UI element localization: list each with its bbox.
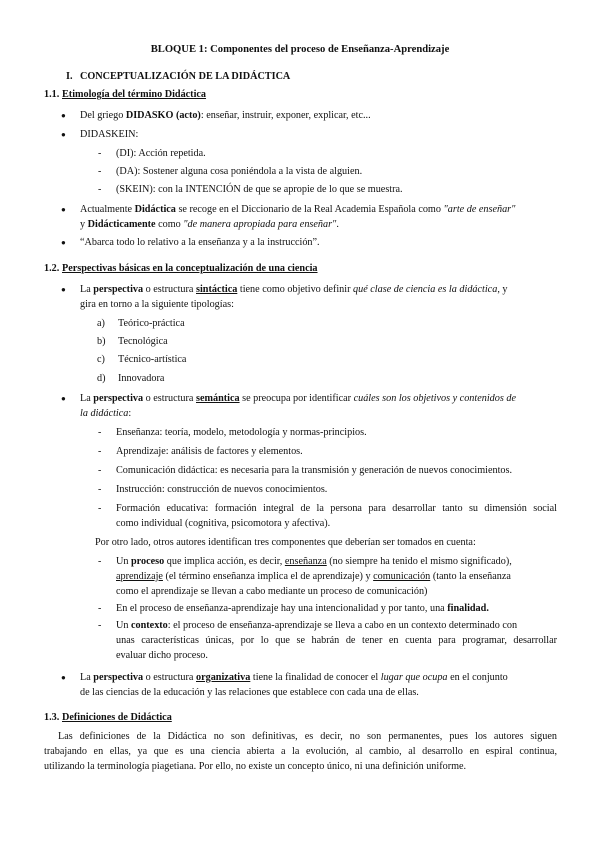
text-run: o estructura xyxy=(143,672,196,683)
paragraph-line xyxy=(80,393,516,405)
paragraph-line xyxy=(80,672,508,684)
subsection-heading: Perspectivas básicas en la conceptualización de una ciencia xyxy=(62,263,318,274)
text-run: , y xyxy=(497,284,508,295)
text-run: lugar que ocupa xyxy=(380,672,448,683)
paragraph-line xyxy=(80,219,339,231)
paragraph-line: trabajando en ellas, ya que es una ciencia abierta a la evolución, al cambio, al desarrollo en espiral continua, xyxy=(44,746,557,757)
list-item xyxy=(116,620,517,632)
dash-icon: - xyxy=(98,427,102,438)
list-item xyxy=(116,556,512,568)
text-run: perspectiva xyxy=(93,284,144,295)
paragraph-line xyxy=(80,204,515,216)
list-item: Innovadora xyxy=(118,373,165,384)
text-run: qué clase de ciencia es la didáctica xyxy=(353,284,498,295)
dash-icon: - xyxy=(98,484,102,495)
text-run: perspectiva xyxy=(93,672,144,683)
list-marker: c) xyxy=(97,354,105,365)
list-item: Enseñanza: teoría, modelo, metodología y normas-principios. xyxy=(116,427,367,438)
text-run: . xyxy=(336,219,339,230)
list-item: como el aprendizaje se llevan a cabo mediante un proceso de comunicación) xyxy=(116,586,428,597)
text-run: comunicación xyxy=(373,571,431,582)
text-run: se recoge en el Diccionario de la Real Academia Española como xyxy=(175,204,444,215)
dash-icon: - xyxy=(98,166,102,177)
text-run: sintáctica xyxy=(196,284,238,295)
text-run: La xyxy=(80,393,94,404)
paragraph-line xyxy=(80,408,131,420)
list-item xyxy=(116,571,511,583)
text-run: y xyxy=(80,219,88,230)
text-run: organizativa xyxy=(196,672,251,683)
paragraph-line: gira en torno a la siguiente tipologías: xyxy=(80,299,234,310)
paragraph-line: Las definiciones de la Didáctica no son definitivas, es decir, no son permanentes, pues los autores siguen xyxy=(58,731,557,742)
subsection-heading: Etimología del término Didáctica xyxy=(62,89,207,100)
bullet-icon: ● xyxy=(61,285,66,294)
list-item: (DA): Sostener alguna cosa poniéndola a la vista de alguien. xyxy=(116,166,363,177)
text-run: : xyxy=(128,408,132,419)
text-run: la didáctica xyxy=(80,408,129,419)
list-item: evaluar dicho proceso. xyxy=(116,650,208,661)
text-run: (no siempre ha tenido el mismo significado), xyxy=(326,556,512,567)
section-number: I. xyxy=(66,71,73,82)
text-run: enseñanza xyxy=(284,556,327,567)
list-item: Formación educativa: formación integral de la persona para desarrollar tanto su dimensión social xyxy=(116,503,557,514)
subsection-number: 1.3. xyxy=(44,712,60,723)
list-item: Aprendizaje: análisis de factores y elementos. xyxy=(116,446,303,457)
text-run: : el proceso de enseñanza-aprendizaje se lleva a cabo en un contexto determinado con xyxy=(167,620,518,631)
text-run: semántica xyxy=(196,393,240,404)
text-run: : enseñar, instruir, exponer, explicar, etc... xyxy=(200,110,371,121)
text-run: Un xyxy=(116,556,131,567)
paragraph-line: de las ciencias de la educación y las relaciones que establece con cada una de ellas. xyxy=(80,687,419,698)
list-item: como individual (cognitiva, psicomotora y afectiva). xyxy=(116,518,331,529)
bullet-icon: ● xyxy=(61,130,66,139)
text-run: "arte de enseñar" xyxy=(443,204,516,215)
text-run: como xyxy=(155,219,184,230)
dash-icon: - xyxy=(98,465,102,476)
text-run: se preocupa por identificar xyxy=(239,393,354,404)
dash-icon: - xyxy=(98,184,102,195)
text-run: tiene la finalidad de conocer el xyxy=(250,672,381,683)
paragraph-line: utilizando la terminología piagetiana. Por ello, no existe un concepto único, ni una definición uniforme. xyxy=(44,761,467,772)
bullet-icon: ● xyxy=(61,394,66,403)
dash-icon: - xyxy=(98,446,102,457)
text-run: o estructura xyxy=(143,284,196,295)
subsection-number: 1.2. xyxy=(44,263,60,274)
paragraph-line: Por otro lado, otros autores identifican tres componentes que deberían ser tomados en cuenta: xyxy=(95,537,476,548)
text-run: Un xyxy=(116,620,131,631)
text-run: Actualmente xyxy=(80,204,135,215)
list-item: unas características únicas, por lo que se habrán de tener en cuenta para programar, desarrollar xyxy=(116,635,557,646)
list-item: (SKEIN): con la INTENCIÓN de que se apropie de lo que se muestra. xyxy=(116,184,403,195)
bullet-icon: ● xyxy=(61,111,66,120)
paragraph-line: “Abarca todo lo relativo a la enseñanza y a la instrucción”. xyxy=(80,237,320,248)
text-run: contexto xyxy=(131,620,168,631)
bullet-icon: ● xyxy=(61,673,66,682)
list-item: Teórico-práctica xyxy=(118,318,185,329)
list-item: (DI): Acción repetida. xyxy=(116,148,206,159)
text-run: aprendizaje xyxy=(116,571,163,582)
text-run: cuáles son los objetivos y contenidos de xyxy=(353,393,516,404)
text-run: "de manera apropiada para enseñar" xyxy=(183,219,337,230)
text-run: Del griego xyxy=(80,110,126,121)
text-run: en el conjunto xyxy=(447,672,508,683)
paragraph-line xyxy=(80,110,371,122)
text-run: La xyxy=(80,284,94,295)
text-run: proceso xyxy=(131,556,165,567)
text-run: o estructura xyxy=(143,393,196,404)
list-marker: b) xyxy=(97,336,106,347)
bullet-icon: ● xyxy=(61,205,66,214)
subsection-number: 1.1. xyxy=(44,89,60,100)
text-run: (tanto la enseñanza xyxy=(430,571,511,582)
list-item: Técnico-artística xyxy=(118,354,187,365)
section-heading: CONCEPTUALIZACIÓN DE LA DIDÁCTICA xyxy=(80,71,291,82)
list-marker: a) xyxy=(97,318,105,329)
list-item xyxy=(116,603,489,615)
dash-icon: - xyxy=(98,503,102,514)
dash-icon: - xyxy=(98,556,102,567)
list-item: Comunicación didáctica: es necesaria para la transmisión y generación de nuevos conocimientos. xyxy=(116,465,513,476)
dash-icon: - xyxy=(98,620,102,631)
bullet-icon: ● xyxy=(61,238,66,247)
list-item: Tecnológica xyxy=(118,336,168,347)
text-run: La xyxy=(80,672,94,683)
page-title: BLOQUE 1: Componentes del proceso de Enseñanza-Aprendizaje xyxy=(150,44,450,55)
text-run: finalidad. xyxy=(447,603,489,614)
text-run: perspectiva xyxy=(93,393,144,404)
dash-icon: - xyxy=(98,603,102,614)
text-run: que implica acción, es decir, xyxy=(164,556,285,567)
paragraph-line: DIDASKEIN: xyxy=(80,129,139,140)
text-run: tiene como objetivo definir xyxy=(237,284,354,295)
text-run: En el proceso de enseñanza-aprendizaje hay una intencionalidad y por tanto, una xyxy=(116,603,448,614)
list-item: Instrucción: construcción de nuevos conocimientos. xyxy=(116,484,328,495)
text-run: DIDASKO (acto) xyxy=(125,110,201,121)
text-run: (el término enseñanza implica el de aprendizaje) y xyxy=(162,571,374,582)
dash-icon: - xyxy=(98,148,102,159)
list-marker: d) xyxy=(97,373,106,384)
text-run: Didáctica xyxy=(134,204,176,215)
text-run: Didácticamente xyxy=(87,219,156,230)
subsection-heading: Definiciones de Didáctica xyxy=(62,712,172,723)
paragraph-line xyxy=(80,284,508,296)
